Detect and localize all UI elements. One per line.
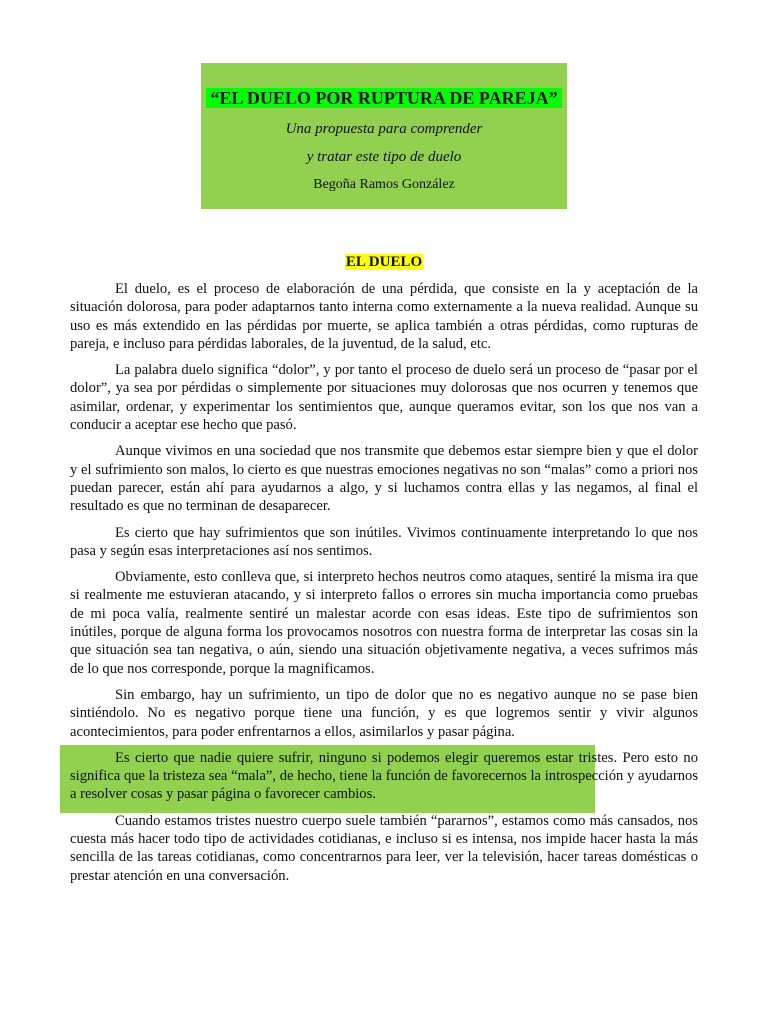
paragraph-8: Cuando estamos tristes nuestro cuerpo suele también “pararnos”, estamos como más cansados, nos cuesta más hacer todo tipo de actividades cotidianas, e incluso si es intensa, nos impide hacer hasta la más sencilla de las tareas cotidianas, como concentrarnos para leer, ver la televisión, hacer tareas domésticas o prestar atención en una conversación.	[70, 812, 698, 884]
section-heading-text: EL DUELO	[345, 254, 423, 270]
section-heading	[0, 253, 768, 271]
paragraph-5: Obviamente, esto conlleva que, si interpreto hechos neutros como ataques, sentiré la misma ira que si realmente me estuvieran atacando, y si interpreto fallos o errores sin mucha importancia como pruebas de mi poca valía, realmente sentiré un malestar acorde con esas ideas. Este tipo de sufrimientos son inútiles, porque de alguna forma los provocamos nosotros con nuestra forma de interpretar las cosas sin la que situación sea tan negativa, o aún, siendo una situación objetivamente negativa, a veces sufrimos más de lo que nos corresponde, porque la magnificamos.	[70, 569, 698, 677]
paragraph-7-highlighted: Es cierto que nadie quiere sufrir, ninguno si podemos elegir queremos estar tristes. Pero esto no significa que la tristeza sea “mala”, de hecho, tiene la función de favorecernos la introspección y ayudarnos a resolver cosas y pasar página o favorecer cambios.	[70, 749, 698, 803]
subtitle-line-2: y tratar este tipo de duelo	[306, 149, 462, 165]
document-body	[70, 280, 698, 893]
paragraph-4: Es cierto que hay sufrimientos que son inútiles. Vivimos continuamente interpretando lo que nos pasa y según esas interpretaciones así nos sentimos.	[70, 524, 698, 559]
paragraph-6: Sin embargo, hay un sufrimiento, un tipo de dolor que no es negativo aunque no se pase bien sintiéndolo. No es negativo porque tiene una función, y es que logremos sentir y vivir algunos acontecimientos, para poder enfrentarnos a ellos, asimilarlos y pasar página.	[70, 686, 698, 740]
title-box	[201, 63, 567, 209]
paragraph-1: El duelo, es el proceso de elaboración de una pérdida, que consiste en la y aceptación de la situación dolorosa, para poder adaptarnos tanto interna como externamente a la nueva realidad. Aunque su uso es más extendido en las pérdidas por muerte, se aplica también a otras pérdidas, como rupturas de pareja, e incluso para pérdidas laborales, de la juventud, de la salud, etc.	[70, 281, 698, 352]
document-title: “EL DUELO POR RUPTURA DE PAREJA”	[206, 88, 561, 108]
subtitle-line-1: Una propuesta para comprender	[285, 121, 483, 137]
paragraph-3: Aunque vivimos en una sociedad que nos transmite que debemos estar siempre bien y que el dolor y el sufrimiento son malos, lo cierto es que nuestras emociones negativas no son “malas” como a priori nos puedan parecer, están ahí para ayudarnos a algo, y si luchamos contra ellas y las negamos, al final el resultado es que no terminan de desaparecer.	[70, 443, 698, 515]
paragraph-2: La palabra duelo significa “dolor”, y por tanto el proceso de duelo será un proceso de “pasar por el dolor”, ya sea por pérdidas o simplemente por situaciones muy dolorosas que nos ocurren y tenemos que asimilar, ordenar, y experimentar los sentimientos que, aunque queramos evitar, son los que nos van a conducir a aceptar ese hecho que pasó.	[70, 362, 698, 434]
author: Begoña Ramos González	[313, 177, 455, 192]
